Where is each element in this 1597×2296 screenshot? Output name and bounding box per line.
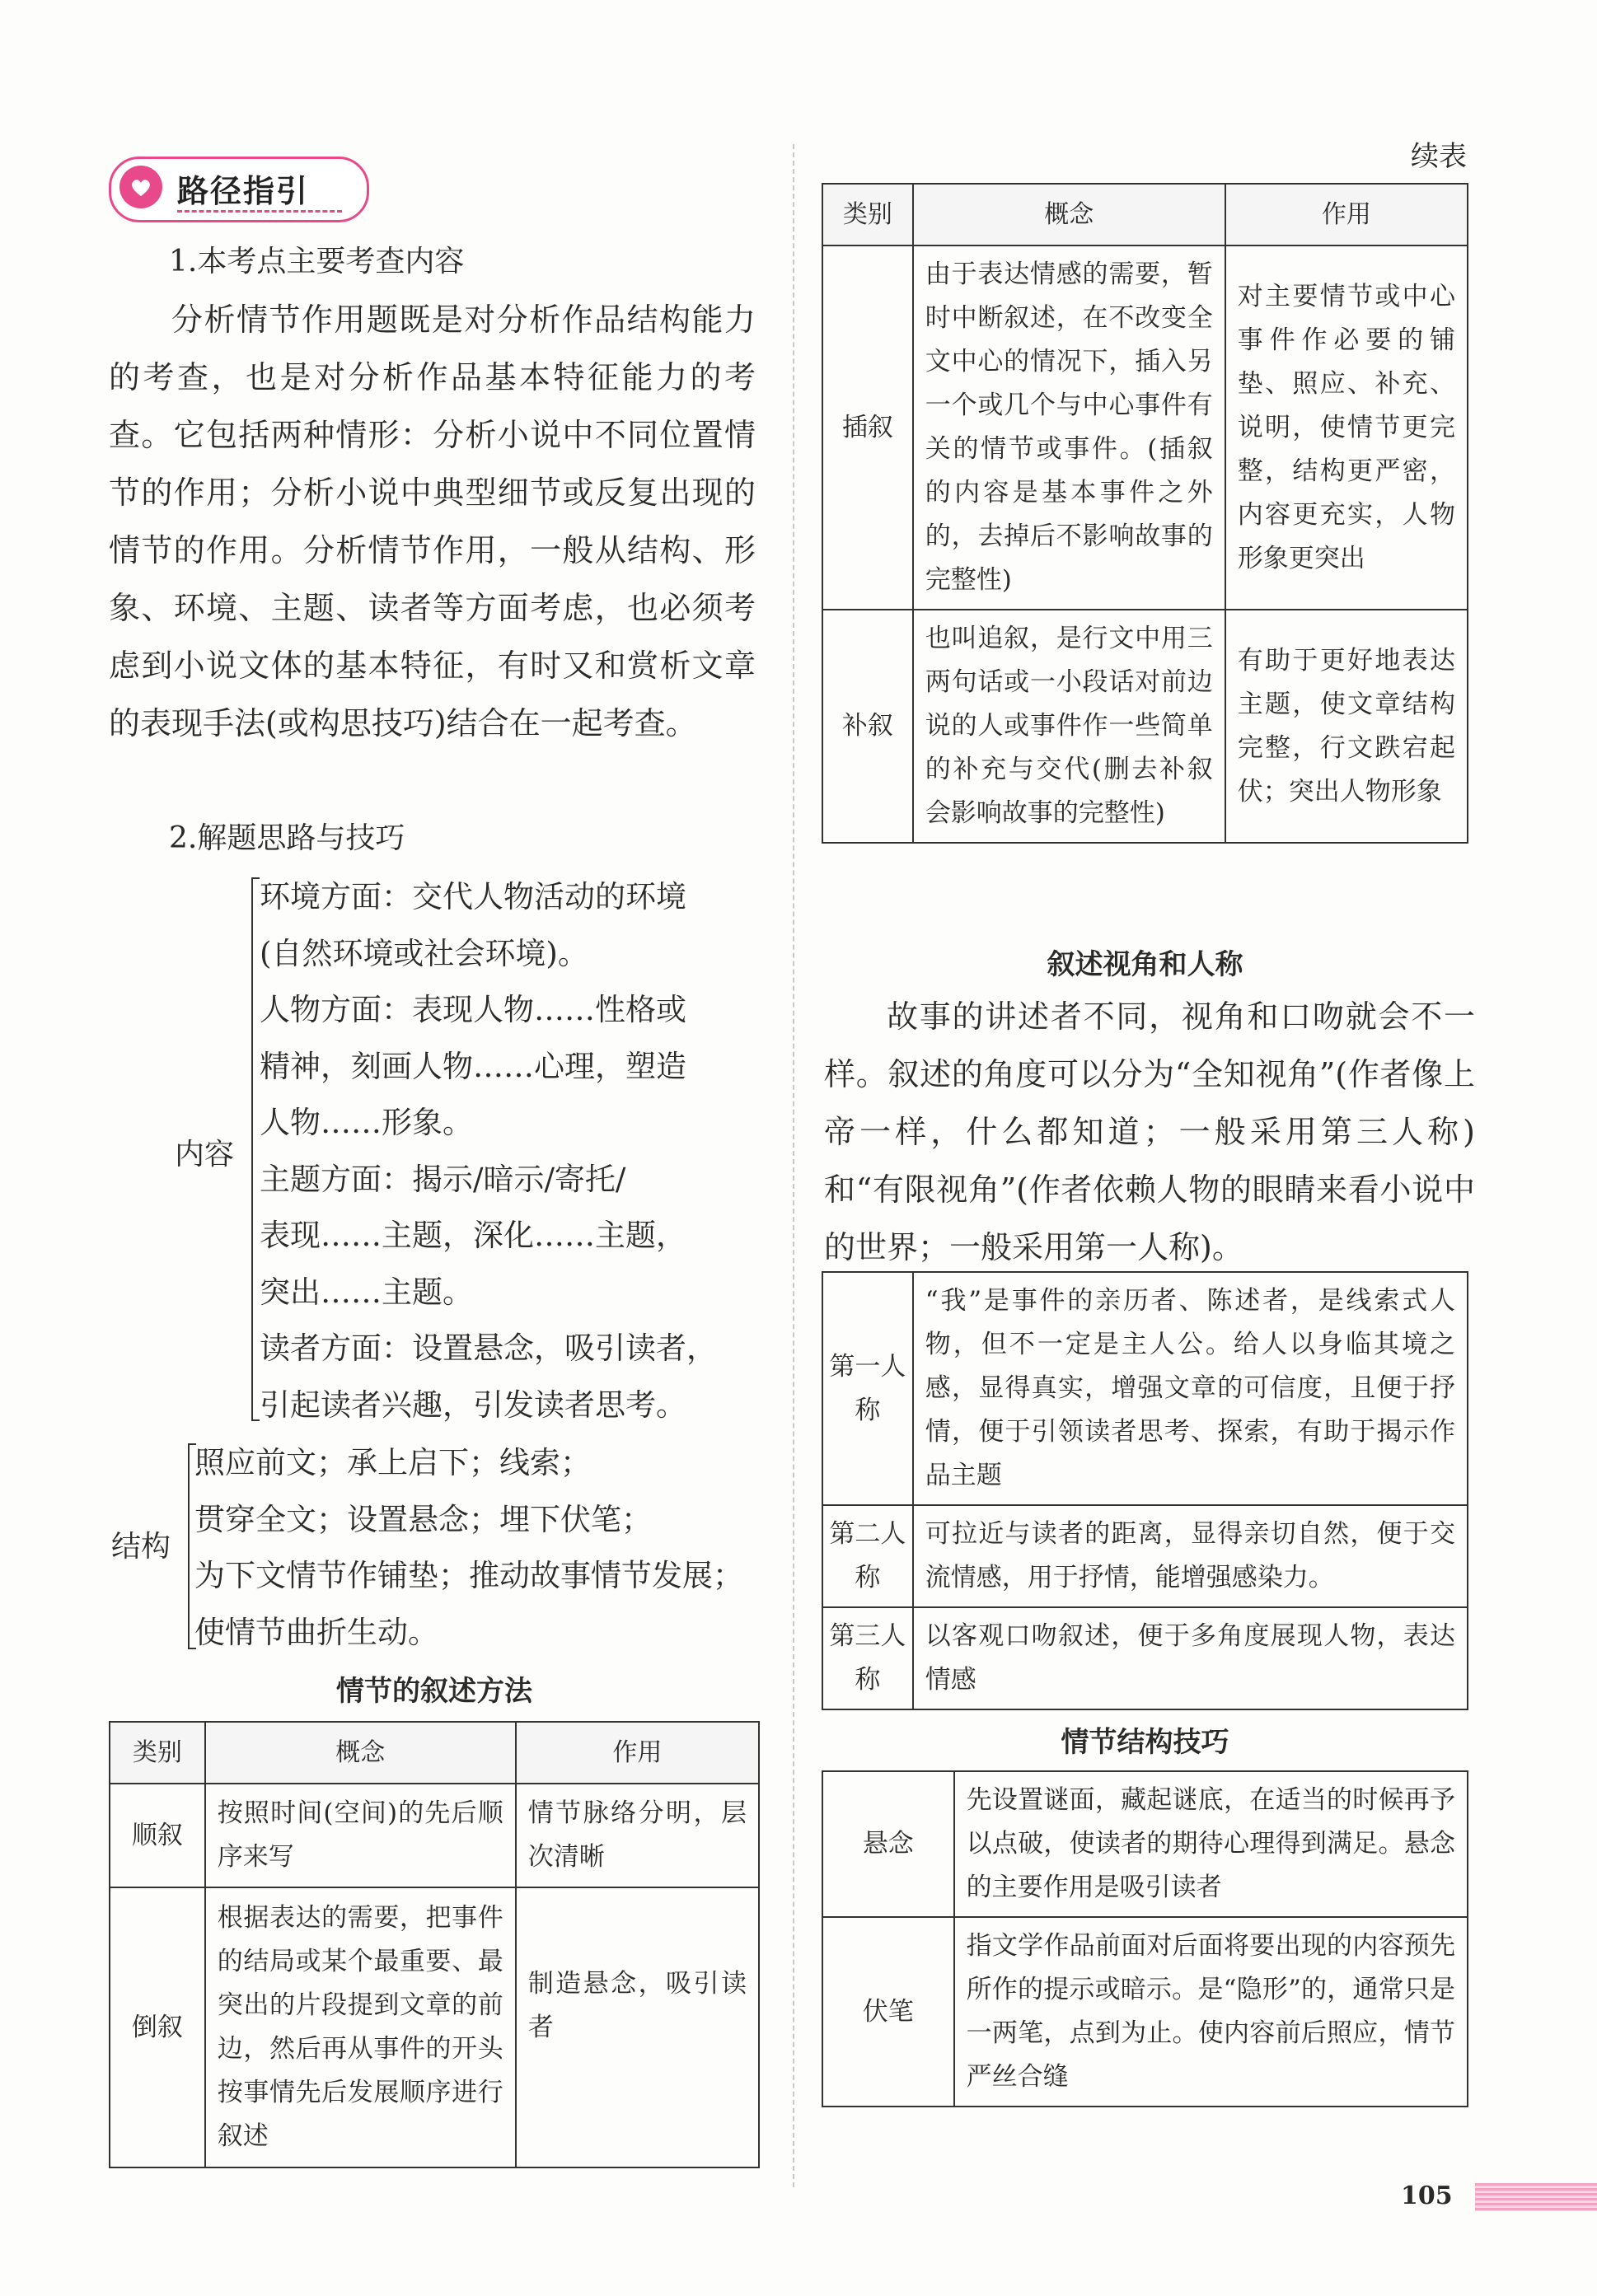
header-effect: 作用 bbox=[1225, 184, 1468, 245]
content-line: 突出……主题。 bbox=[260, 1274, 473, 1310]
table-row bbox=[110, 1887, 759, 2167]
page-number: 105 bbox=[1401, 2181, 1453, 2210]
structure-line: 为下文情节作铺垫；推动故事情节发展； bbox=[194, 1558, 743, 1593]
row-effect: 制造悬念，吸引读者 bbox=[516, 1887, 759, 2167]
content-line: 主题方面：揭示/暗示/寄托/ bbox=[260, 1161, 626, 1197]
row-concept: 由于表达情感的需要，暂时中断叙述，在不改变全文中心的情况下，插入另一个或几个与中心事件有关的情节或事件。(插叙的内容是基本事件之外的，去掉后不影响故事的完整性) bbox=[913, 245, 1225, 610]
section-title: 路径指引 bbox=[177, 173, 310, 209]
structure-line: 照应前文；承上启下；线索； bbox=[194, 1445, 591, 1480]
header-category: 类别 bbox=[822, 184, 913, 245]
section-1-title: 1.本考点主要考查内容 bbox=[169, 245, 465, 278]
content-line: (自然环境或社会环境)。 bbox=[260, 935, 588, 971]
content-line: 环境方面：交代人物活动的环境 bbox=[260, 879, 686, 914]
content-brace bbox=[251, 877, 253, 1421]
content-line: 表现……主题，深化……主题， bbox=[260, 1218, 686, 1253]
row-text: 先设置谜面，藏起谜底，在适当的时候再予以点破，使读者的期待心理得到满足。悬念的主要作用是吸引读者 bbox=[954, 1771, 1468, 1917]
row-category: 顺叙 bbox=[110, 1784, 205, 1887]
section-1-paragraph: 分析情节作用题既是对分析作品结构能力的考查，也是对分析作品基本特征能力的考查。它包括两种情形：分析小说中不同位置情节的作用；分析小说中典型细节或反复出现的情节的作用。分析情节作用，一般从结构、形象、环境、主题、读者等方面考虑，也必须考虑到小说文体的基本特征，有时又和赏析文章的表现手法(或构思技巧)结合在一起考查。 bbox=[109, 302, 756, 741]
content-line: 引起读者兴趣，引发读者思考。 bbox=[260, 1386, 686, 1423]
row-category: 第三人称 bbox=[822, 1607, 913, 1709]
pov-paragraph: 故事的讲述者不同，视角和口吻就会不一样。叙述的角度可以分为“全知视角”(作者像上帝一样，什么都知道；一般采用第三人称)和“有限视角”(作者依赖人物的眼睛来看小说中的世界；一般采用第一人称)。 bbox=[824, 998, 1475, 1265]
plot-technique-title: 情节结构技巧 bbox=[1061, 1726, 1229, 1759]
row-text: 可拉近与读者的距离，显得亲切自然，便于交流情感，用于抒情，能增强感染力。 bbox=[913, 1505, 1468, 1607]
header-category: 类别 bbox=[110, 1722, 205, 1784]
row-text: 指文学作品前面对后面将要出现的内容预先所作的提示或暗示。是“隐形”的，通常只是一两笔，点到为止。使内容前后照应，情节严丝合缝 bbox=[954, 1917, 1468, 2107]
row-effect: 有助于更好地表达主题，使文章结构完整，行文跌宕起伏；突出人物形象 bbox=[1225, 610, 1468, 843]
row-category: 插叙 bbox=[822, 245, 913, 610]
table-row bbox=[822, 1917, 1468, 2107]
table-row bbox=[822, 1505, 1468, 1607]
hands-heart-icon bbox=[119, 166, 162, 208]
title-underline bbox=[177, 210, 342, 213]
row-category: 第二人称 bbox=[822, 1505, 913, 1607]
structure-label: 结构 bbox=[111, 1530, 171, 1564]
row-effect: 对主要情节或中心事件作必要的铺垫、照应、补充、说明，使情节更完整，结构更严密，内容更充实，人物形象更突出 bbox=[1225, 245, 1468, 610]
structure-line: 使情节曲折生动。 bbox=[194, 1614, 438, 1650]
table-row bbox=[822, 245, 1468, 610]
row-category: 悬念 bbox=[822, 1771, 954, 1917]
structure-brace bbox=[188, 1443, 190, 1649]
table-row bbox=[822, 1272, 1468, 1505]
header-effect: 作用 bbox=[516, 1722, 759, 1784]
narration-table-right bbox=[822, 183, 1468, 844]
column-divider bbox=[793, 144, 794, 2187]
row-concept: 也叫追叙，是行文中用三两句话或一小段话对前边说的人或事件作一些简单的补充与交代(删去补叙会影响故事的完整性) bbox=[913, 610, 1225, 843]
continued-label: 续表 bbox=[1411, 140, 1467, 173]
table-row bbox=[822, 1771, 1468, 1917]
header-concept: 概念 bbox=[205, 1722, 516, 1784]
row-category: 补叙 bbox=[822, 610, 913, 843]
row-text: “我”是事件的亲历者、陈述者，是线索式人物，但不一定是主人公。给人以身临其境之感，显得真实，增强文章的可信度，且便于抒情，便于引领读者思考、探索，有助于揭示作品主题 bbox=[913, 1272, 1468, 1505]
table-row bbox=[822, 610, 1468, 843]
content-line: 人物方面：表现人物……性格或 bbox=[260, 992, 686, 1027]
row-category: 倒叙 bbox=[110, 1887, 205, 2167]
section-badge bbox=[109, 157, 369, 222]
narration-table-left bbox=[109, 1721, 760, 2168]
header-concept: 概念 bbox=[913, 184, 1225, 245]
row-text: 以客观口吻叙述，便于多角度展现人物，表达情感 bbox=[913, 1607, 1468, 1709]
content-line: 人物……形象。 bbox=[260, 1105, 473, 1140]
section-2-title: 2.解题思路与技巧 bbox=[169, 821, 405, 855]
content-label: 内容 bbox=[175, 1138, 235, 1171]
structure-line: 贯穿全文；设置悬念；埋下伏笔； bbox=[194, 1501, 652, 1537]
row-category: 第一人称 bbox=[822, 1272, 913, 1505]
table-header-row bbox=[110, 1722, 759, 1784]
row-category: 伏笔 bbox=[822, 1917, 954, 2107]
table-row bbox=[822, 1607, 1468, 1709]
table-row bbox=[110, 1784, 759, 1887]
person-table bbox=[822, 1271, 1468, 1710]
row-concept: 根据表达的需要，把事件的结局或某个最重要、最突出的片段提到文章的前边，然后再从事件的开头按事情先后发展顺序进行叙述 bbox=[205, 1887, 516, 2167]
content-line: 读者方面：设置悬念，吸引读者， bbox=[260, 1330, 717, 1366]
table-header-row bbox=[822, 184, 1468, 245]
row-concept: 按照时间(空间)的先后顺序来写 bbox=[205, 1784, 516, 1887]
row-effect: 情节脉络分明，层次清晰 bbox=[516, 1784, 759, 1887]
narration-table-title: 情节的叙述方法 bbox=[336, 1675, 532, 1708]
page-decoration-bar bbox=[1475, 2183, 1597, 2211]
pov-title: 叙述视角和人称 bbox=[1047, 948, 1243, 981]
plot-technique-table bbox=[822, 1770, 1468, 2107]
content-line: 精神，刻画人物……心理，塑造 bbox=[260, 1048, 686, 1084]
